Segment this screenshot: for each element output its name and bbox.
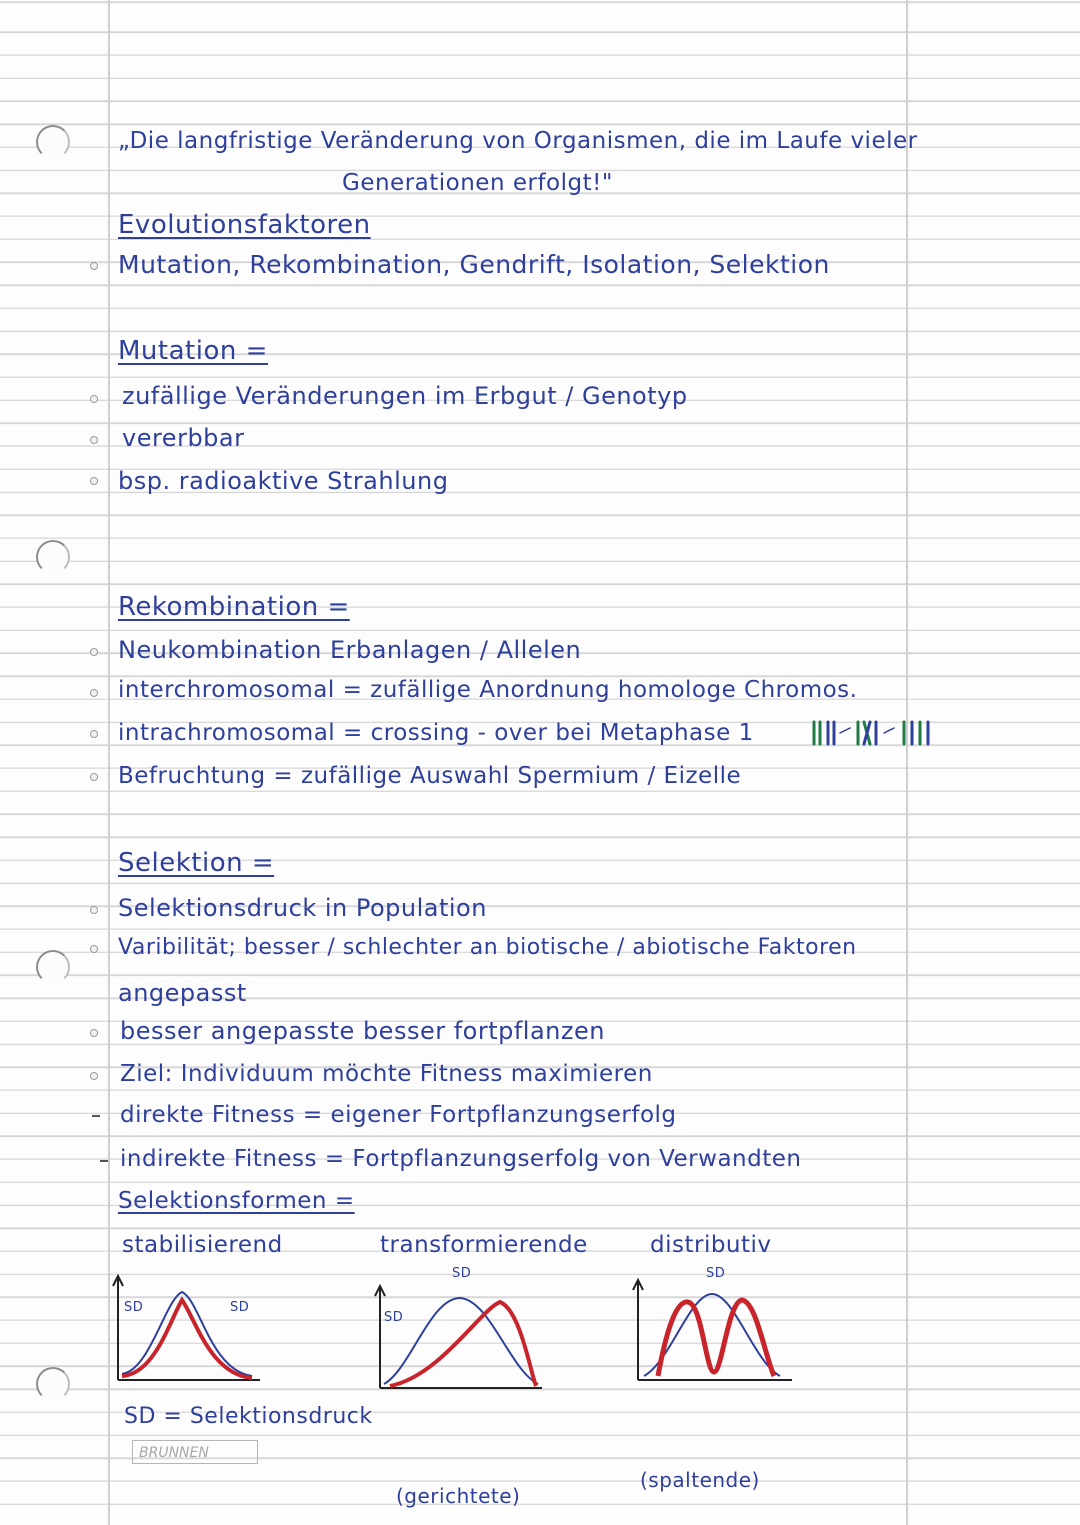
rekombination-item: Befruchtung = zufällige Auswahl Spermium / Eizelle (118, 763, 742, 789)
bullet-icon (90, 1072, 98, 1080)
mutation-heading: Mutation = (118, 336, 268, 366)
sd-label: SD (384, 1310, 404, 1325)
bullet-icon (90, 730, 98, 738)
mutation-item: bsp. radioaktive Strahlung (118, 467, 449, 495)
evolution-factors-heading: Evolutionsfaktoren (118, 210, 371, 240)
form-label-distributiv: distributiv (650, 1232, 772, 1258)
form-label-transformierende: transformierende (380, 1232, 588, 1258)
bullet-icon (90, 773, 98, 781)
brunnen-logo: BRUNNEN (132, 1440, 258, 1464)
evolution-factors-list: Mutation, Rekombination, Gendrift, Isolation, Selektion (118, 250, 830, 279)
sd-label: SD (230, 1300, 250, 1315)
mutation-item: zufällige Veränderungen im Erbgut / Genotyp (122, 382, 688, 410)
selektion-item: besser angepasste besser fortpflanzen (120, 1017, 605, 1045)
bullet-icon (90, 648, 98, 656)
rekombination-item: Neukombination Erbanlagen / Allelen (118, 636, 582, 664)
punch-hole (36, 540, 70, 574)
selektion-forms-heading: Selektionsformen = (118, 1188, 355, 1214)
right-margin-line (906, 0, 908, 1525)
sd-legend: SD = Selektionsdruck (124, 1404, 373, 1429)
bullet-icon (90, 395, 98, 403)
sd-label: SD (124, 1300, 144, 1315)
quote-line-1: „Die langfristige Veränderung von Organismen, die im Laufe vieler (118, 128, 918, 154)
sd-label: SD (706, 1266, 726, 1281)
quote-line-2: Generationen erfolgt!" (342, 170, 613, 196)
selektion-heading: Selektion = (118, 848, 275, 878)
graph-distributiv (630, 1272, 800, 1392)
selektion-item: Varibilität; besser / schlechter an biotische / abiotische Faktoren (118, 935, 857, 960)
rekombination-item: intrachromosomal = crossing - over bei Metaphase 1 (118, 720, 754, 746)
bullet-icon (90, 477, 98, 485)
bullet-icon (90, 1029, 98, 1037)
punch-hole (36, 950, 70, 984)
sd-label: SD (452, 1266, 472, 1281)
selektion-item-continued: angepasst (118, 979, 247, 1007)
bullet-icon (90, 689, 98, 697)
bullet-icon (90, 945, 98, 953)
crossing-over-chromosomes-icon (808, 716, 944, 750)
dash-icon (92, 1115, 100, 1117)
graph-stabilisierend (110, 1270, 270, 1390)
selektion-item: indirekte Fitness = Fortpflanzungserfolg von Verwandten (120, 1146, 802, 1172)
dash-icon (100, 1160, 108, 1162)
punch-hole (36, 125, 70, 159)
rekombination-item: interchromosomal = zufällige Anordnung homologe Chromos. (118, 677, 858, 703)
bullet-icon (90, 906, 98, 914)
bullet-icon (90, 436, 98, 444)
rekombination-heading: Rekombination = (118, 592, 350, 622)
bullet-icon (90, 262, 98, 270)
form-sublabel-spaltende: (spaltende) (640, 1468, 760, 1492)
form-label-stabilisierend: stabilisierend (122, 1232, 283, 1258)
selektion-item: Ziel: Individuum möchte Fitness maximieren (120, 1061, 653, 1087)
selektion-item: Selektionsdruck in Population (118, 894, 487, 922)
graph-transformierende (370, 1280, 550, 1395)
punch-hole (36, 1367, 70, 1401)
mutation-item: vererbbar (122, 424, 245, 452)
selektion-item: direkte Fitness = eigener Fortpflanzungserfolg (120, 1102, 677, 1128)
form-sublabel-gerichtete: (gerichtete) (396, 1484, 521, 1508)
